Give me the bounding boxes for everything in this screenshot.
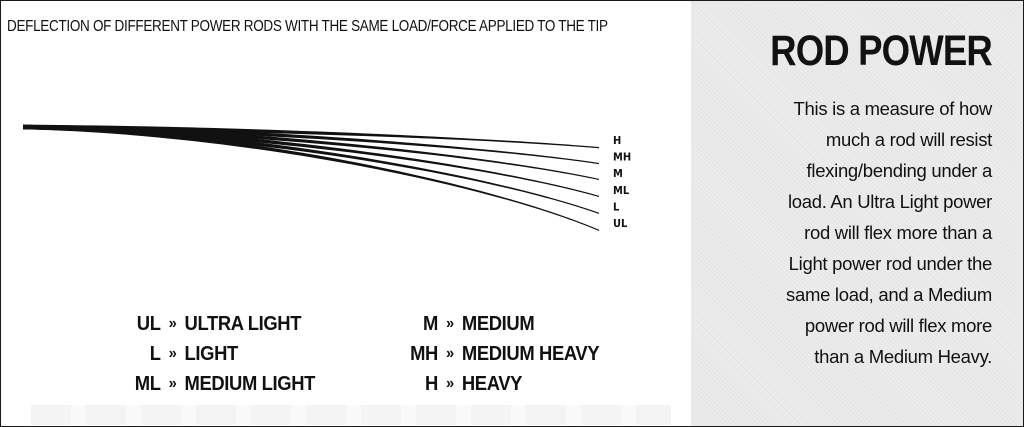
description-line: than a Medium Heavy. <box>814 346 992 367</box>
legend-separator: » <box>446 315 454 332</box>
legend-right <box>403 309 616 399</box>
rod-label-ul: UL <box>613 217 628 230</box>
legend-separator: » <box>168 345 177 362</box>
legend-code: ML <box>134 372 161 395</box>
legend-code: H <box>425 372 438 395</box>
rod-deflection-diagram <box>1 101 661 261</box>
legend-name: MEDIUM LIGHT <box>184 372 316 395</box>
rod-label-h: H <box>613 134 622 147</box>
legend-item-medium-light <box>133 369 315 399</box>
legend-separator: » <box>168 315 177 332</box>
legend-separator: » <box>168 375 177 392</box>
legend-left <box>133 309 331 399</box>
legend-item-ultra-light <box>133 309 315 339</box>
description-line: much a rod will resist <box>825 129 992 150</box>
legend-name: ULTRA LIGHT <box>184 312 302 335</box>
description-line: load. An Ultra Light power <box>787 191 992 212</box>
rod-label-ml: ML <box>613 183 630 197</box>
rod-label-mh: MH <box>613 150 632 164</box>
description-line: same load, and a Medium <box>786 284 992 305</box>
legend-item-medium <box>403 309 599 339</box>
legend-item-light <box>133 339 315 369</box>
panel-description <box>692 93 992 372</box>
description-line: This is a measure of how <box>793 98 992 119</box>
legend-name: MEDIUM <box>461 312 535 335</box>
legend-code: L <box>149 342 161 365</box>
legend-code: UL <box>136 312 161 335</box>
description-line: flexing/bending under a <box>806 160 992 181</box>
legend-code: M <box>422 312 438 335</box>
legend-name: HEAVY <box>461 372 523 395</box>
legend-item-medium-heavy <box>403 339 599 369</box>
description-line: rod will flex more than a <box>804 222 992 243</box>
legend-separator: » <box>446 345 454 362</box>
faded-footer-strip <box>31 405 671 425</box>
legend-item-heavy <box>403 369 599 399</box>
description-line: Light power rod under the <box>788 253 992 274</box>
rod-curves <box>23 125 599 231</box>
rod-power-panel <box>691 1 1023 426</box>
rod-label-l: L <box>613 200 620 214</box>
legend-name: LIGHT <box>184 342 238 365</box>
legend-separator: » <box>446 375 454 392</box>
legend-code: MH <box>410 342 438 365</box>
description-line: power rod will flex more <box>804 315 992 336</box>
legend-name: MEDIUM HEAVY <box>461 342 600 365</box>
rod-label-m: M <box>613 167 623 181</box>
rod-labels <box>613 134 631 230</box>
diagram-caption: DEFLECTION OF DIFFERENT POWER RODS WITH THE SAME LOAD/FORCE APPLIED TO THE TIP <box>7 17 608 35</box>
panel-title: ROD POWER <box>770 27 992 75</box>
